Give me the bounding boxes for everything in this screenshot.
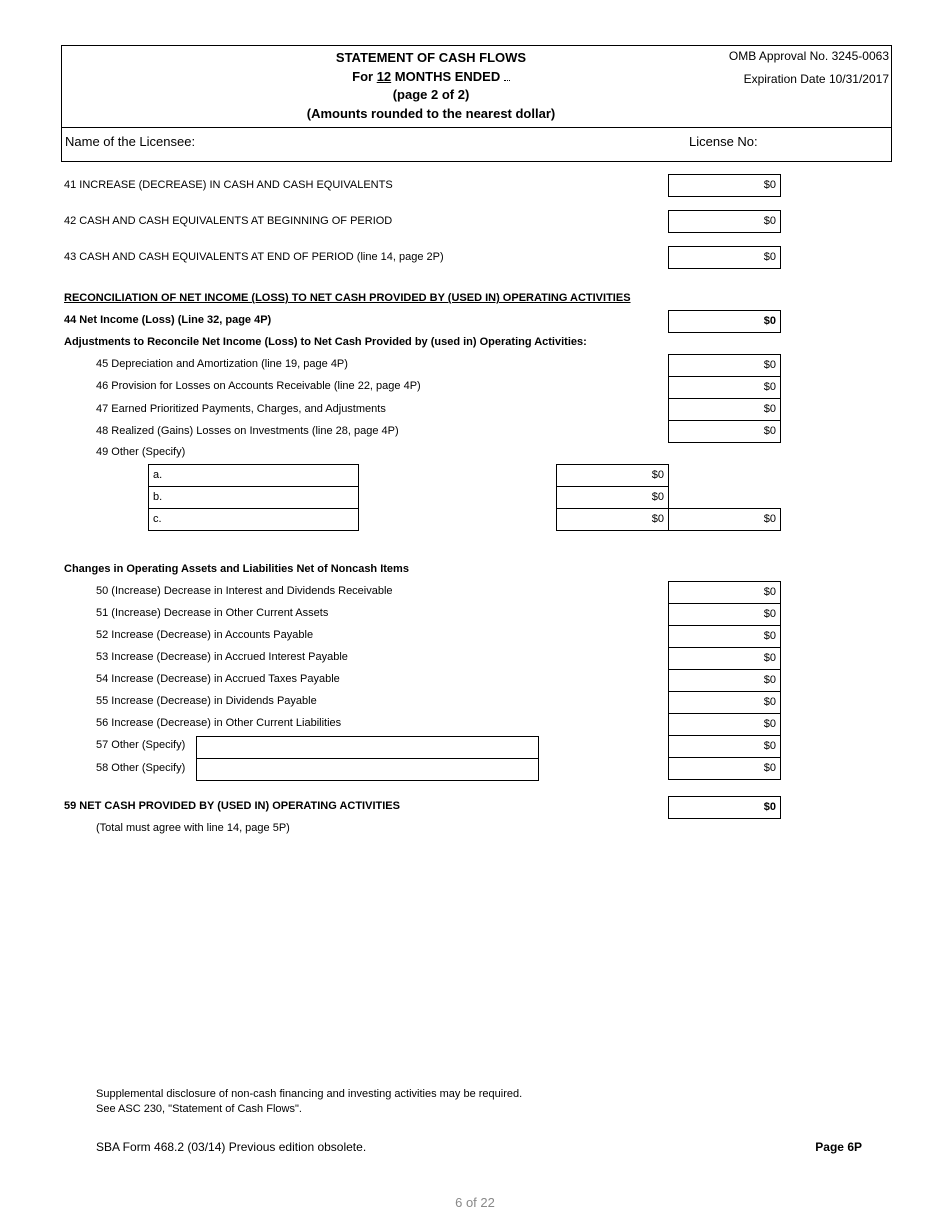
line-51-amount[interactable]: $0 (668, 603, 781, 626)
line-58-label: 58 Other (Specify) (96, 762, 186, 774)
line-44-label: 44 Net Income (Loss) (Line 32, page 4P) (64, 314, 272, 326)
line-49-total-amount[interactable]: $0 (668, 508, 781, 531)
line-53-label: 53 Increase (Decrease) in Accrued Interest Payable (96, 651, 348, 663)
line-54-amount[interactable]: $0 (668, 669, 781, 692)
line-59-note: (Total must agree with line 14, page 5P) (96, 822, 290, 834)
line-57-amount[interactable]: $0 (668, 735, 781, 758)
line-43-label: 43 CASH AND CASH EQUIVALENTS AT END OF PERIOD (line 14, page 2P) (64, 251, 444, 263)
line-45-amount[interactable]: $0 (668, 354, 781, 377)
changes-heading: Changes in Operating Assets and Liabilities Net of Noncash Items (64, 563, 409, 575)
line-58-amount[interactable]: $0 (668, 757, 781, 780)
other-amount-a[interactable]: $0 (556, 464, 669, 487)
line-57-specify-input[interactable] (196, 736, 539, 759)
omb-approval: OMB Approval No. 3245-0063 (728, 49, 889, 63)
page-label: Page 6P (815, 1140, 862, 1154)
line-57-label: 57 Other (Specify) (96, 739, 186, 751)
line-41-label: 41 INCREASE (DECREASE) IN CASH AND CASH EQUIVALENTS (64, 179, 393, 191)
line-43-amount[interactable]: $0 (668, 246, 781, 269)
line-52-amount[interactable]: $0 (668, 625, 781, 648)
line-42-label: 42 CASH AND CASH EQUIVALENTS AT BEGINNING OF PERIOD (64, 215, 393, 227)
other-specify-a[interactable] (148, 464, 359, 487)
form-id: SBA Form 468.2 (03/14) Previous edition obsolete. (96, 1140, 367, 1154)
line-59-label: 59 NET CASH PROVIDED BY (USED IN) OPERATING ACTIVITIES (64, 800, 400, 812)
period-prefix: For (352, 69, 374, 84)
line-48-amount[interactable]: $0 (668, 420, 781, 443)
line-58-specify-input[interactable] (196, 758, 539, 781)
other-amount-b[interactable]: $0 (556, 486, 669, 509)
period-end-date-field[interactable] (504, 68, 510, 81)
other-specify-c[interactable] (148, 508, 359, 531)
line-55-label: 55 Increase (Decrease) in Dividends Payable (96, 695, 317, 707)
supplemental-line-1: Supplemental disclosure of non-cash financing and investing activities may be required. (96, 1088, 523, 1100)
page-counter: 6 of 22 (455, 1195, 495, 1210)
line-47-label: 47 Earned Prioritized Payments, Charges, and Adjustments (96, 403, 386, 415)
line-45-label: 45 Depreciation and Amortization (line 19, page 4P) (96, 358, 348, 370)
reconciliation-heading: RECONCILIATION OF NET INCOME (LOSS) TO NET CASH PROVIDED BY (USED IN) OPERATING ACTIVITIES (64, 292, 631, 304)
other-letter-b: b. (153, 491, 163, 503)
period-line (250, 68, 612, 84)
statement-title: STATEMENT OF CASH FLOWS (335, 50, 527, 65)
adjustments-heading: Adjustments to Reconcile Net Income (Loss) to Net Cash Provided by (used in) Operating Activities: (64, 336, 587, 348)
line-49-label: 49 Other (Specify) (96, 446, 186, 458)
line-52-label: 52 Increase (Decrease) in Accounts Payable (96, 629, 314, 641)
line-54-label: 54 Increase (Decrease) in Accrued Taxes Payable (96, 673, 340, 685)
other-amount-c[interactable]: $0 (556, 508, 669, 531)
line-47-amount[interactable]: $0 (668, 398, 781, 421)
expiration-date: Expiration Date 10/31/2017 (743, 72, 889, 86)
line-42-amount[interactable]: $0 (668, 210, 781, 233)
page-of-label: (page 2 of 2) (392, 87, 470, 102)
period-suffix: MONTHS ENDED (394, 69, 501, 84)
line-46-label: 46 Provision for Losses on Accounts Receivable (line 22, page 4P) (96, 380, 421, 392)
line-50-amount[interactable]: $0 (668, 581, 781, 604)
line-48-label: 48 Realized (Gains) Losses on Investments (line 28, page 4P) (96, 425, 399, 437)
other-specify-b[interactable] (148, 486, 359, 509)
period-months-field[interactable]: 12 (376, 69, 392, 84)
line-59-amount[interactable]: $0 (668, 796, 781, 819)
line-50-label: 50 (Increase) Decrease in Interest and Dividends Receivable (96, 585, 393, 597)
line-41-amount[interactable]: $0 (668, 174, 781, 197)
line-46-amount[interactable]: $0 (668, 376, 781, 399)
line-56-amount[interactable]: $0 (668, 713, 781, 736)
other-letter-c: c. (153, 513, 162, 525)
line-56-label: 56 Increase (Decrease) in Other Current Liabilities (96, 717, 342, 729)
line-53-amount[interactable]: $0 (668, 647, 781, 670)
header-divider (61, 127, 892, 128)
line-55-amount[interactable]: $0 (668, 691, 781, 714)
line-51-label: 51 (Increase) Decrease in Other Current Assets (96, 607, 329, 619)
licensee-name-label: Name of the Licensee: (65, 134, 196, 149)
supplemental-line-2: See ASC 230, "Statement of Cash Flows". (96, 1103, 302, 1115)
license-no-label: License No: (689, 134, 758, 149)
other-letter-a: a. (153, 469, 163, 481)
amounts-note: (Amounts rounded to the nearest dollar) (306, 106, 556, 121)
line-44-amount[interactable]: $0 (668, 310, 781, 333)
